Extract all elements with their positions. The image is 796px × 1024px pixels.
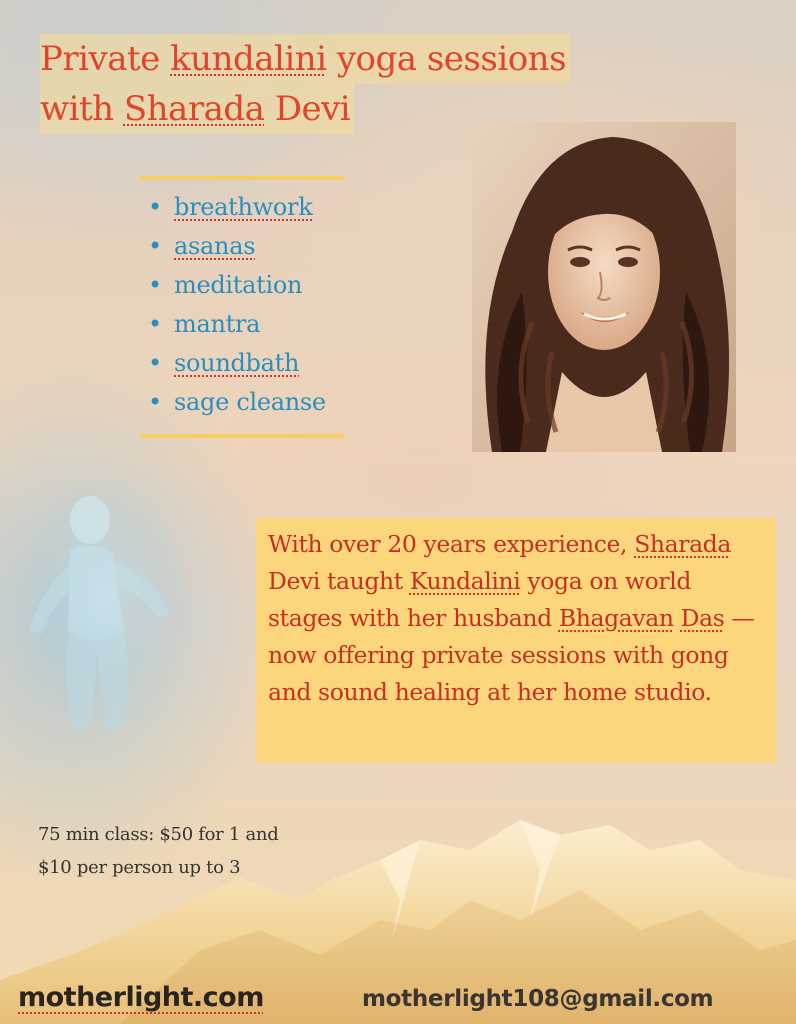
bullet-icon: • <box>148 232 162 260</box>
list-item <box>146 344 344 383</box>
offering-label: meditation <box>174 271 303 299</box>
bio-name-das: Das <box>680 604 725 632</box>
title-text: yoga sessions <box>326 39 567 79</box>
ghost-figure-image <box>20 480 190 740</box>
title-line-2 <box>40 84 354 134</box>
bullet-icon: • <box>148 193 162 221</box>
offering-label: asanas <box>174 232 256 260</box>
page-title <box>40 34 570 134</box>
title-text: with <box>40 89 124 129</box>
offering-label: soundbath <box>174 349 300 377</box>
list-item <box>146 188 344 227</box>
website-link[interactable]: motherlight.com <box>18 982 264 1013</box>
bio-text-part <box>674 604 681 632</box>
offering-label: breathwork <box>174 193 313 221</box>
bullet-icon: • <box>148 310 162 338</box>
pricing-text: 75 min class: $50 for 1 and $10 per person up to 3 <box>38 824 279 878</box>
bio-name-bhagavan: Bhagavan <box>558 604 674 632</box>
title-text: Devi <box>264 89 351 129</box>
email-link[interactable]: motherlight108@gmail.com <box>362 986 714 1012</box>
title-keyword-sharada: Sharada <box>123 89 265 129</box>
bullet-icon: • <box>148 271 162 299</box>
bio-text-part: yoga on world stages with her husband <box>268 567 691 632</box>
list-item <box>146 266 344 305</box>
title-line-1 <box>40 34 570 84</box>
bio-keyword-kundalini: Kundalini <box>409 567 521 595</box>
bio-box <box>256 518 776 762</box>
bio-text-part: With over 20 years experience, <box>268 530 635 558</box>
bullet-icon: • <box>148 349 162 377</box>
title-text: Private <box>40 39 171 79</box>
offerings-box <box>140 176 344 438</box>
portrait-photo <box>472 122 736 452</box>
bio-name-sharada: Sharada <box>634 530 731 558</box>
list-item <box>146 305 344 344</box>
bio-text-part: Devi taught <box>268 567 410 595</box>
list-item <box>146 383 344 422</box>
bullet-icon: • <box>148 388 162 416</box>
title-keyword-kundalini: kundalini <box>170 39 327 79</box>
offering-label: sage cleanse <box>174 388 326 416</box>
bio-text <box>268 526 766 711</box>
offering-label: mantra <box>174 310 261 338</box>
offerings-list <box>140 180 344 422</box>
list-item <box>146 227 344 266</box>
bio-text-part: —now offering private sessions with gong and sound healing at her home studio. <box>268 604 755 706</box>
